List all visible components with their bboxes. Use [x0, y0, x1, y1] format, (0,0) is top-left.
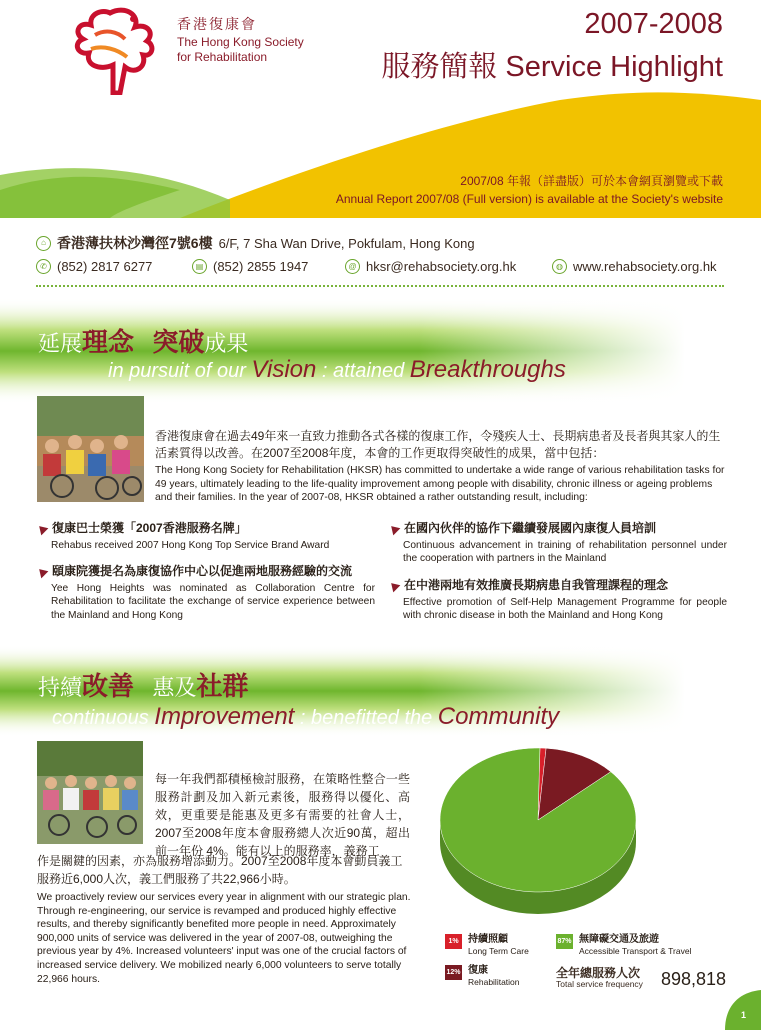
legend-label-zh: 復康 [468, 965, 488, 976]
fax [192, 259, 308, 274]
annual-report-note-zh: 2007/08 年報（詳盡版）可於本會網頁瀏覽或下載 [460, 174, 723, 188]
website-url[interactable]: www.rehabsociety.org.hk [573, 259, 717, 274]
legend-swatch: 1% [445, 934, 462, 949]
phone-number: (852) 2817 6277 [57, 259, 153, 274]
total-service-label-zh: 全年總服務人次 [556, 966, 641, 980]
section1-heading-zh-d: 成果 [204, 331, 249, 356]
bullet-text-en: Yee Hong Heights was nominated as Collaboration Centre for Rehabilitation to facilitate the exchange of service experience between the Mainland and Hong Kong [51, 582, 375, 621]
section1-intro-zh: 香港復康會在過去49年來一直致力推動各式各樣的復康工作，令殘疾人士、長期病患者及長者與其家人的生活素質得以改善。在2007至2008年度，本會的工作更取得突破性的成果，當中包括： [155, 429, 721, 460]
section2-heading-en-c: : benefitted the [294, 707, 438, 729]
page-title: 服務簡報 Service Highlight [381, 51, 723, 83]
section1-heading-zh-b: 理念 [82, 327, 135, 357]
elderly-group-photo [37, 741, 143, 844]
bullet-title-zh: 頤康院獲提名為康復協作中心以促進兩地服務經驗的交流 [52, 564, 353, 578]
total-service-value: 898,818 [661, 969, 727, 989]
org-name-en [177, 35, 304, 65]
section1-heading-en-b: Vision [251, 356, 317, 383]
bullet-title-zh: 在國內伙伴的協作下繼續發展國內康復人員培訓 [404, 521, 657, 535]
section2-heading-zh-b: 改善 [82, 671, 135, 701]
section1-intro-en: The Hong Kong Society for Rehabilitation (HKSR) has committed to undertake a wide range of various rehabilitation tasks for 49 years, ultimately leading to the life-quality improvement among people with disability, chronic illness or ageing problems and their families. In the year of 2007-08, HKSR obtained a rather outstanding result, including: [155, 465, 725, 503]
section2-heading-en [52, 703, 559, 731]
bullet-title-zh: 在中港兩地有效推廣長期病患自我管理課程的理念 [404, 578, 669, 592]
legend-label-zh: 無障礙交通及旅遊 [579, 934, 659, 945]
bullet-item [389, 522, 727, 566]
legend-label-en: Long Term Care [468, 946, 529, 956]
bullet-text-en: Effective promotion of Self-Help Management Programme for people with chronic disease in both the Mainland and Hong Kong [403, 596, 727, 621]
section2-heading-zh-c: 惠及 [152, 675, 197, 700]
contact-divider [36, 285, 724, 287]
globe-icon: ◍ [552, 259, 567, 274]
legend-label-en: Accessible Transport & Travel [579, 946, 692, 956]
website [552, 259, 717, 274]
arrow-icon [36, 565, 49, 578]
legend-label-en: Rehabilitation [468, 977, 520, 987]
email-address[interactable]: hksr@rehabsociety.org.hk [366, 259, 517, 274]
section2-heading-zh-a: 持續 [38, 675, 83, 700]
service-distribution-pie-chart [438, 742, 648, 932]
address-en: 6/F, 7 Sha Wan Drive, Pokfulam, Hong Kong [218, 235, 475, 251]
bullet-text-en: Continuous advancement in training of rehabilitation personnel under the cooperation with partners in the Mainland [403, 539, 727, 564]
fax-icon: ▤ [192, 259, 207, 274]
section2-heading-zh [38, 666, 248, 703]
address [36, 233, 475, 253]
email-icon: @ [345, 259, 360, 274]
total-service-label-en: Total service frequency [556, 979, 643, 989]
section1-heading-zh-c: 突破 [152, 327, 205, 357]
report-year: 2007-2008 [584, 8, 723, 40]
legend-label-zh: 持續照顧 [468, 934, 508, 945]
bullet-item [37, 565, 375, 622]
fax-number: (852) 2855 1947 [213, 259, 309, 274]
section1-heading-en-d: Breakthroughs [409, 356, 566, 383]
section2-body-zh-2: 作是關鍵的因素，亦為服務增添動力。2007至2008年度本會動員義工服務近6,000人次，義工們服務了共22,966小時。 [37, 854, 403, 886]
legend-item-long-term-care [445, 934, 529, 957]
section1-heading-en-a: in pursuit of our [108, 360, 252, 382]
section2-heading-zh-d: 社群 [196, 671, 249, 701]
legend-swatch: 87% [556, 934, 573, 949]
section1-heading-en-c: : attained [316, 360, 410, 382]
email [345, 259, 516, 274]
section2-heading-en-d: Community [437, 703, 560, 730]
address-zh: 香港薄扶林沙灣徑7號6樓 [57, 235, 213, 251]
annual-report-note-en: Annual Report 2007/08 (Full version) is available at the Society's website [335, 192, 723, 206]
bullet-item [389, 579, 727, 623]
section2-body-zh-1: 每一年我們都積極檢討服務，在策略性整合一些服務計劃及加入新元素後，服務得以優化、高效，更重要是能惠及更多有需要的社會人士，2007至2008年度本會服務總人次近90萬，超出前一年份 4%。能有以上的服務率，義務工 [155, 772, 410, 858]
section2-body-en: We proactively review our services every year in alignment with our strategic plan. Through re-engineering, our service is revamped and produced highly effective results, and thereby significantly benefited more people in need. Approximately 900,000 units of service was delivered in the year of 2007-08, outweighing the previous year by 4%. Increased volunteers' input was one of the crucial factors of increased service delivery. We mobilized nearly 6,000 volunteers to serve totally 22,966 hours. [37, 892, 411, 985]
org-name-zh: 香港復康會 [177, 16, 257, 32]
legend-swatch: 12% [445, 965, 462, 980]
phone-icon: ✆ [36, 259, 51, 274]
home-icon: ⌂ [36, 236, 51, 251]
section1-heading-en [108, 356, 566, 384]
wheelchair-group-photo [37, 396, 144, 502]
section1-heading-zh [38, 322, 248, 359]
legend-item-accessible-transport [556, 934, 691, 957]
arrow-icon [388, 579, 401, 592]
bullet-title-zh: 復康巴士榮獲「2007香港服務名牌」 [52, 521, 247, 535]
page-number: 1 [740, 1010, 746, 1020]
org-name-en-line2: for Rehabilitation [177, 50, 268, 64]
arrow-icon [36, 522, 49, 535]
section2-heading-en-a: continuous [52, 707, 155, 729]
org-name-en-line1: The Hong Kong Society [177, 35, 304, 49]
hksr-phoenix-logo [55, 5, 165, 95]
phone [36, 259, 152, 274]
legend-item-rehabilitation [445, 965, 520, 988]
section1-heading-zh-a: 延展 [38, 331, 83, 356]
arrow-icon [388, 522, 401, 535]
section2-heading-en-b: Improvement [154, 703, 295, 730]
bullet-item [37, 522, 367, 552]
bullet-text-en: Rehabus received 2007 Hong Kong Top Service Brand Award [51, 539, 330, 551]
